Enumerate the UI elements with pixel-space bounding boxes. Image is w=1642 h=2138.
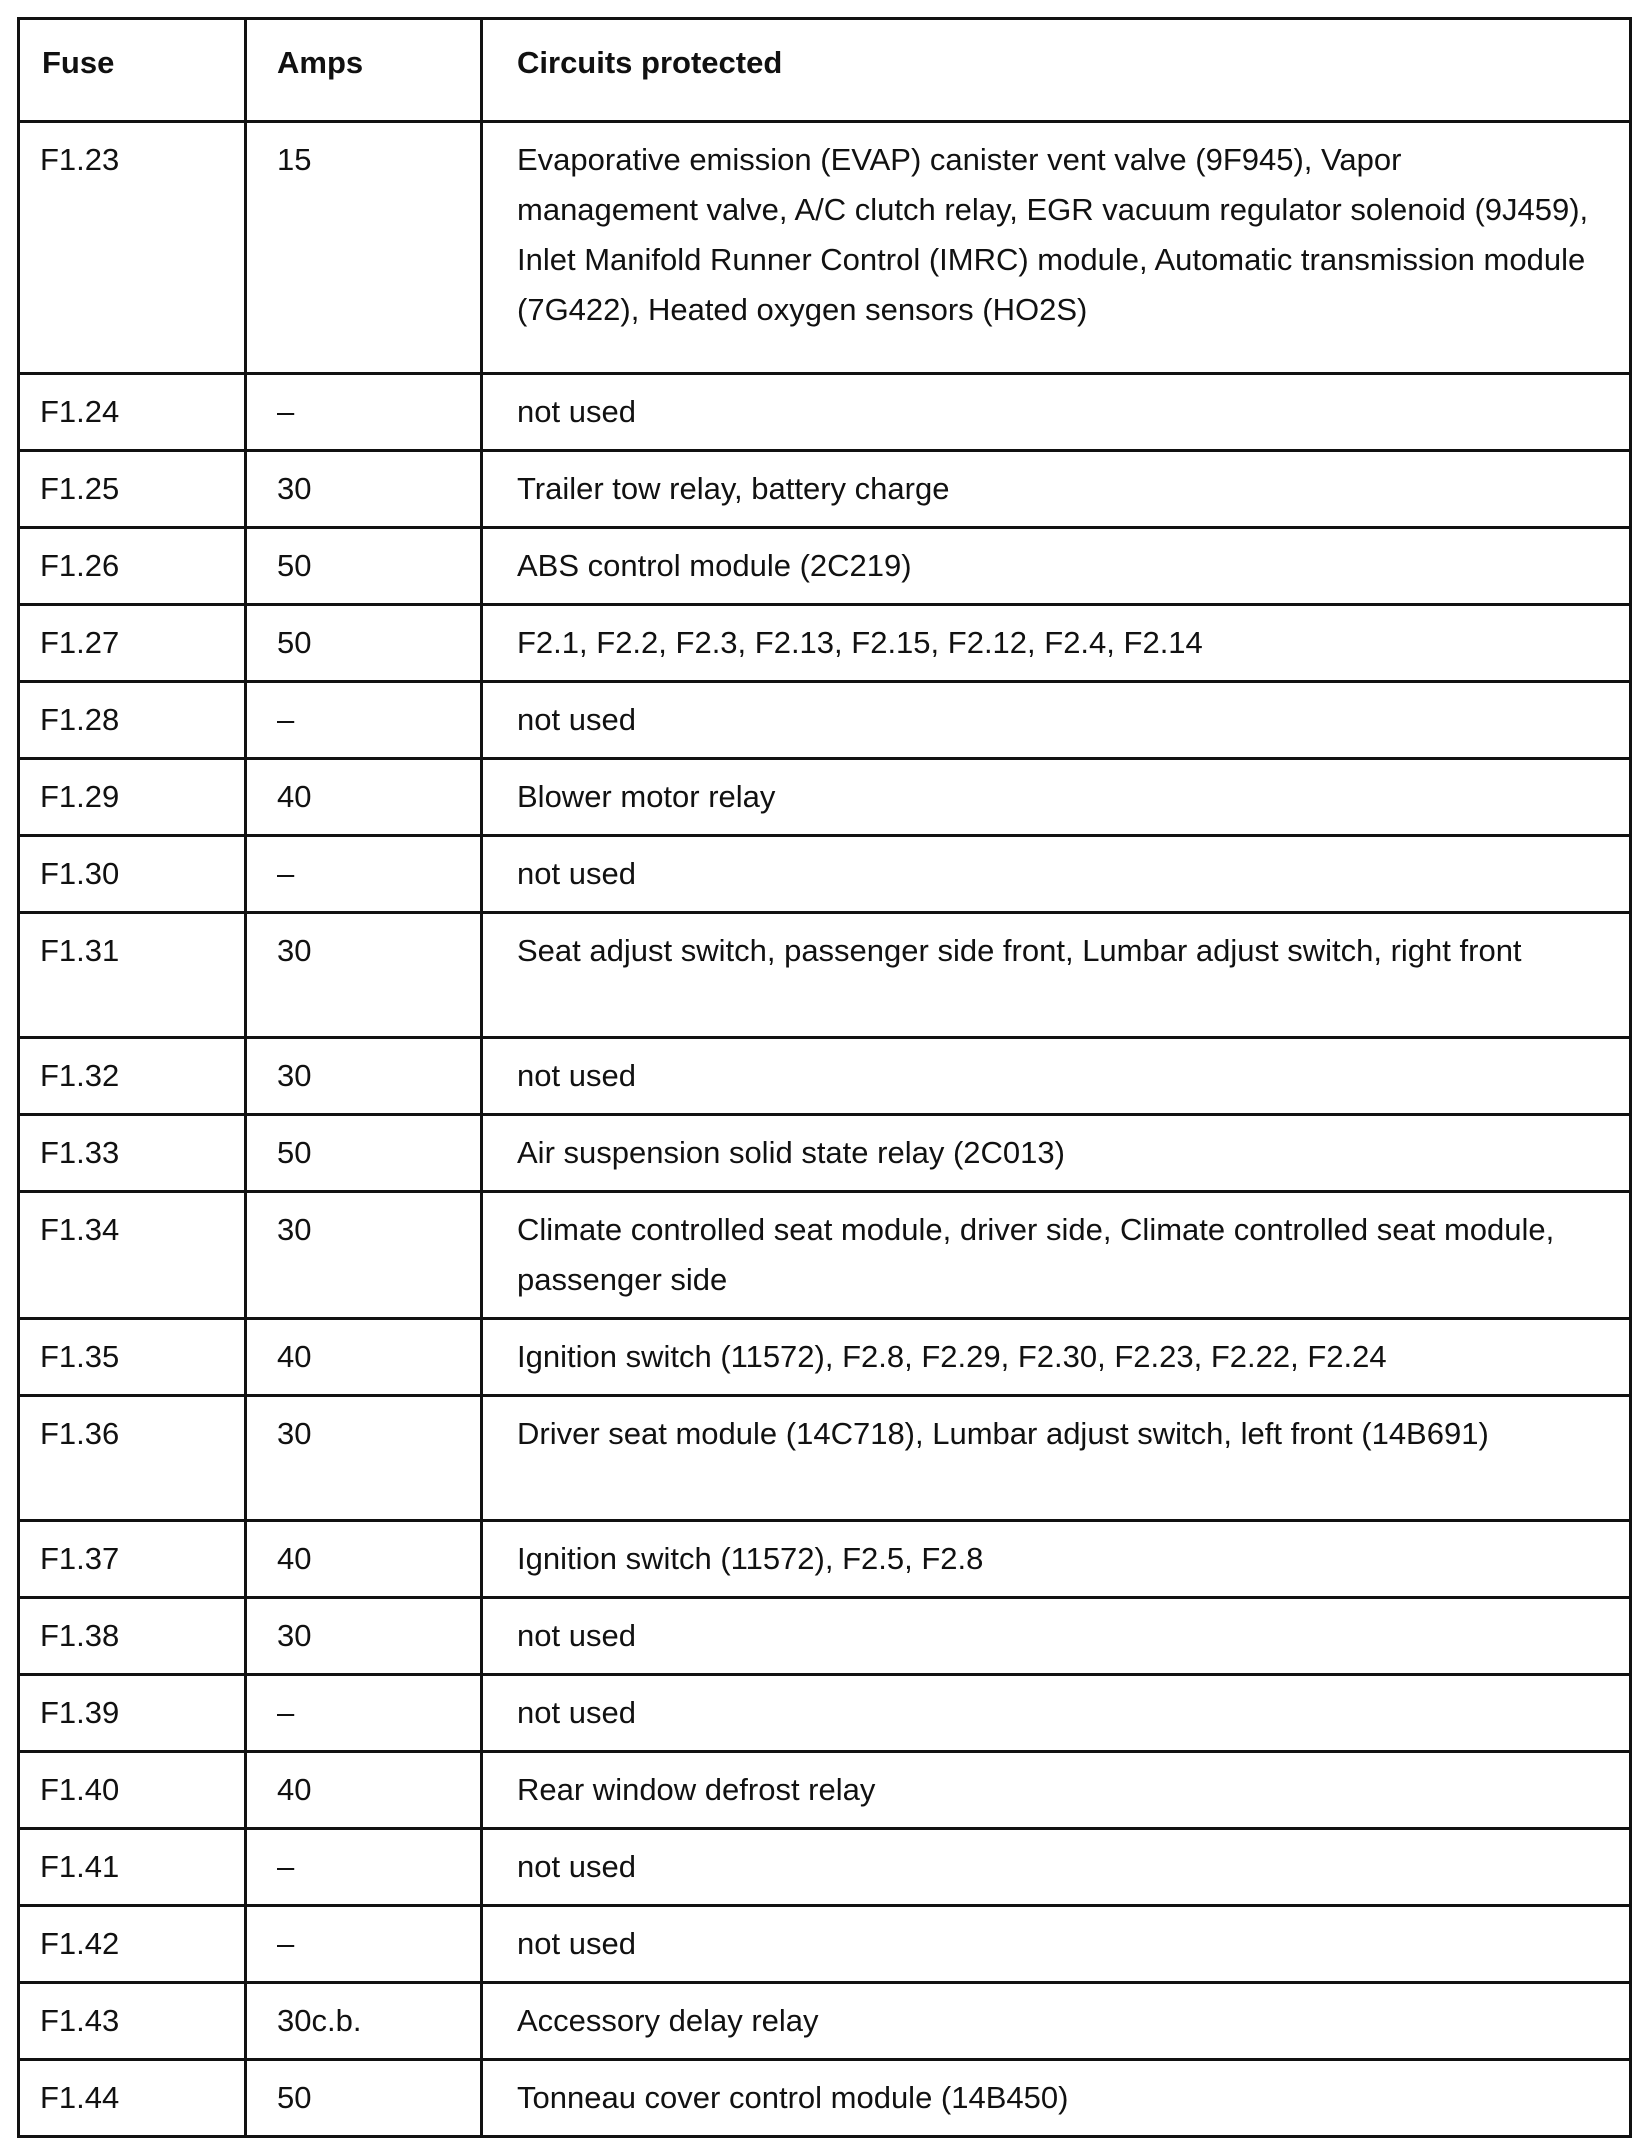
table-row — [19, 1038, 1631, 1115]
table-row — [19, 374, 1631, 451]
fuse-table — [17, 17, 1632, 2138]
amps-cell: 30 — [246, 1396, 482, 1521]
amps-cell: – — [246, 682, 482, 759]
fuse-cell: F1.39 — [19, 1675, 246, 1752]
column-header-circuits: Circuits protected — [482, 19, 1631, 122]
circuits-cell: F2.1, F2.2, F2.3, F2.13, F2.15, F2.12, F2.4, F2.14 — [482, 605, 1631, 682]
amps-cell: 30 — [246, 913, 482, 1038]
fuse-cell: F1.37 — [19, 1521, 246, 1598]
amps-cell: 30 — [246, 451, 482, 528]
fuse-table-container — [17, 17, 1629, 2138]
fuse-cell: F1.33 — [19, 1115, 246, 1192]
table-row — [19, 451, 1631, 528]
fuse-cell: F1.25 — [19, 451, 246, 528]
fuse-cell: F1.40 — [19, 1752, 246, 1829]
amps-cell: 50 — [246, 2060, 482, 2137]
circuits-cell: Rear window defrost relay — [482, 1752, 1631, 1829]
amps-cell: – — [246, 1675, 482, 1752]
circuits-cell: not used — [482, 1906, 1631, 1983]
fuse-cell: F1.23 — [19, 122, 246, 374]
table-row — [19, 2060, 1631, 2137]
table-row — [19, 1983, 1631, 2060]
amps-cell: 50 — [246, 1115, 482, 1192]
amps-cell: 40 — [246, 759, 482, 836]
circuits-cell: Tonneau cover control module (14B450) — [482, 2060, 1631, 2137]
table-row — [19, 1115, 1631, 1192]
circuits-cell: ABS control module (2C219) — [482, 528, 1631, 605]
table-row — [19, 759, 1631, 836]
amps-cell: 30 — [246, 1038, 482, 1115]
column-header-fuse: Fuse — [19, 19, 246, 122]
table-row — [19, 1521, 1631, 1598]
circuits-cell: not used — [482, 836, 1631, 913]
table-header-row — [19, 19, 1631, 122]
fuse-cell: F1.27 — [19, 605, 246, 682]
amps-cell: 50 — [246, 528, 482, 605]
amps-cell: 40 — [246, 1521, 482, 1598]
amps-cell: – — [246, 836, 482, 913]
circuits-cell: Ignition switch (11572), F2.8, F2.29, F2.30, F2.23, F2.22, F2.24 — [482, 1319, 1631, 1396]
table-row — [19, 1598, 1631, 1675]
table-row — [19, 1675, 1631, 1752]
fuse-cell: F1.29 — [19, 759, 246, 836]
column-header-amps: Amps — [246, 19, 482, 122]
table-row — [19, 1319, 1631, 1396]
fuse-cell: F1.38 — [19, 1598, 246, 1675]
fuse-cell: F1.42 — [19, 1906, 246, 1983]
circuits-cell: Blower motor relay — [482, 759, 1631, 836]
fuse-cell: F1.43 — [19, 1983, 246, 2060]
circuits-cell: not used — [482, 1829, 1631, 1906]
amps-cell: – — [246, 1906, 482, 1983]
amps-cell: – — [246, 374, 482, 451]
circuits-cell: not used — [482, 1598, 1631, 1675]
circuits-cell: Trailer tow relay, battery charge — [482, 451, 1631, 528]
amps-cell: 15 — [246, 122, 482, 374]
fuse-cell: F1.44 — [19, 2060, 246, 2137]
table-row — [19, 836, 1631, 913]
table-row — [19, 1192, 1631, 1319]
circuits-cell: not used — [482, 374, 1631, 451]
circuits-cell: Air suspension solid state relay (2C013) — [482, 1115, 1631, 1192]
circuits-cell: Climate controlled seat module, driver side, Climate controlled seat module, passenger side — [482, 1192, 1631, 1319]
fuse-cell: F1.26 — [19, 528, 246, 605]
amps-cell: 30 — [246, 1192, 482, 1319]
table-row — [19, 528, 1631, 605]
fuse-cell: F1.34 — [19, 1192, 246, 1319]
amps-cell: 50 — [246, 605, 482, 682]
fuse-cell: F1.32 — [19, 1038, 246, 1115]
table-row — [19, 605, 1631, 682]
circuits-cell: not used — [482, 1675, 1631, 1752]
amps-cell: 30c.b. — [246, 1983, 482, 2060]
fuse-cell: F1.35 — [19, 1319, 246, 1396]
table-row — [19, 913, 1631, 1038]
table-row — [19, 1829, 1631, 1906]
fuse-cell: F1.41 — [19, 1829, 246, 1906]
table-row — [19, 1396, 1631, 1521]
amps-cell: 40 — [246, 1319, 482, 1396]
circuits-cell: not used — [482, 1038, 1631, 1115]
table-row — [19, 1906, 1631, 1983]
fuse-cell: F1.24 — [19, 374, 246, 451]
fuse-cell: F1.36 — [19, 1396, 246, 1521]
circuits-cell: Seat adjust switch, passenger side front, Lumbar adjust switch, right front — [482, 913, 1631, 1038]
table-body — [19, 122, 1631, 2137]
amps-cell: – — [246, 1829, 482, 1906]
circuits-cell: not used — [482, 682, 1631, 759]
circuits-cell: Driver seat module (14C718), Lumbar adjust switch, left front (14B691) — [482, 1396, 1631, 1521]
table-row — [19, 682, 1631, 759]
amps-cell: 30 — [246, 1598, 482, 1675]
table-row — [19, 1752, 1631, 1829]
table-row — [19, 122, 1631, 374]
fuse-cell: F1.31 — [19, 913, 246, 1038]
fuse-cell: F1.28 — [19, 682, 246, 759]
amps-cell: 40 — [246, 1752, 482, 1829]
fuse-cell: F1.30 — [19, 836, 246, 913]
circuits-cell: Ignition switch (11572), F2.5, F2.8 — [482, 1521, 1631, 1598]
circuits-cell: Evaporative emission (EVAP) canister vent valve (9F945), Vapor management valve, A/C clutch relay, EGR vacuum regulator solenoid (9J459), Inlet Manifold Runner Control (IMRC) module, Automatic transmission module (7G422), Heated oxygen sensors (HO2S) — [482, 122, 1631, 374]
circuits-cell: Accessory delay relay — [482, 1983, 1631, 2060]
